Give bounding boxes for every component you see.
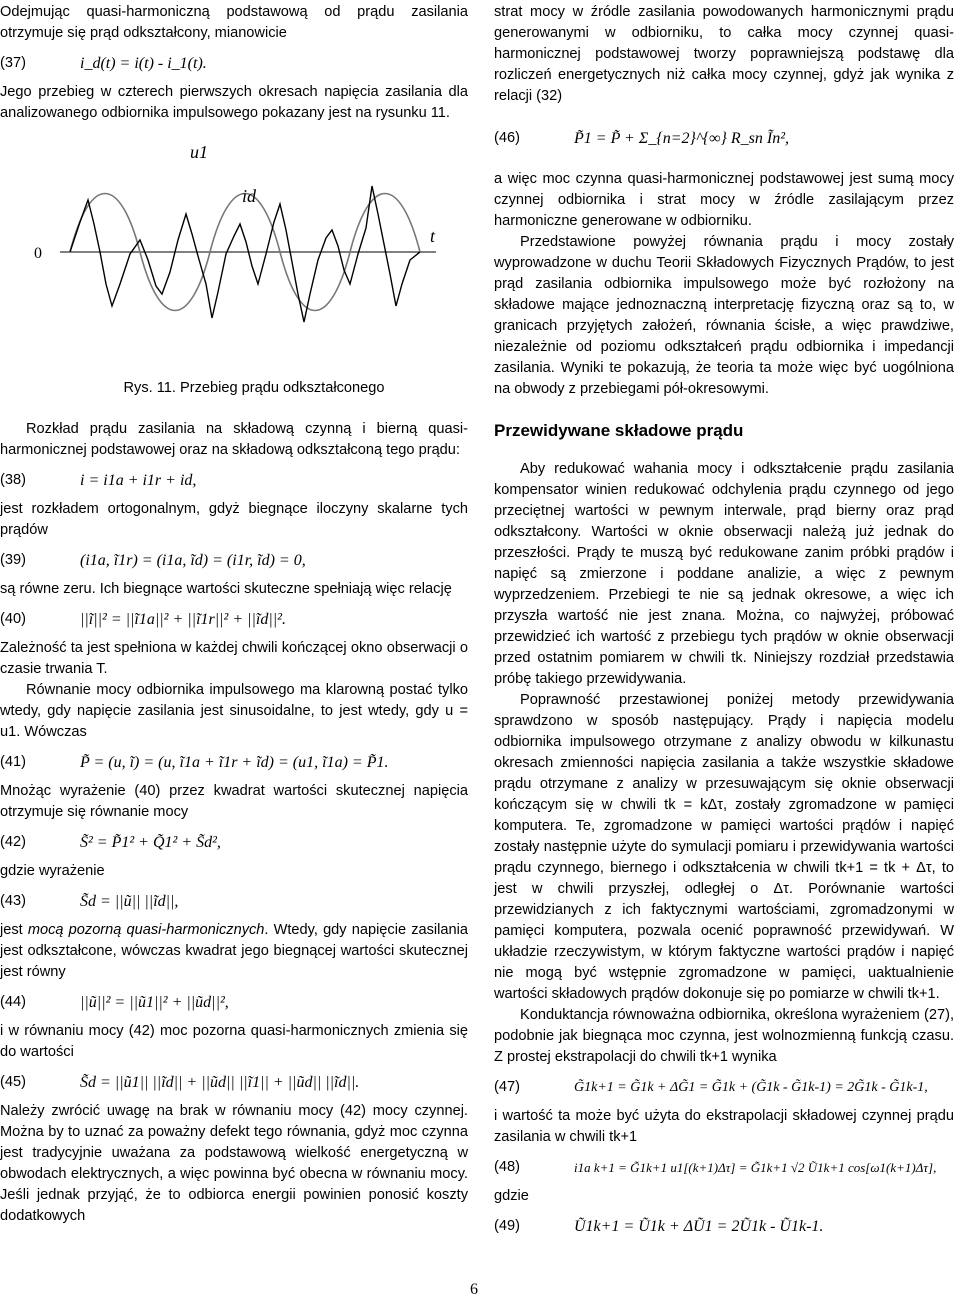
equation-49: (49) Ũ1k+1 = Ũ1k + ΔŨ1 = 2Ũ1k - Ũ1k-1.	[494, 1217, 824, 1235]
u1-label: u1	[190, 142, 208, 162]
paragraph: Równanie mocy odbiornika impulsowego ma klarowną postać tylko wtedy, gdy napięcie zasilania jest sinusoidalne, to jest wtedy, gdy u = u1. Wówczas	[0, 682, 468, 740]
paragraph: strat mocy w źródle zasilania powodowanych harmonicznymi prądu generowanymi w odbiorniku, to całka mocy czynnej quasi-harmonicznej podstawowej tworzy poprawniejszą podstawę dla rozliczeń energetycznych niż całka mocy czynnej, gdyż jak wynika z relacji (32)	[494, 4, 954, 104]
paragraph: i w równaniu mocy (42) moc pozorna quasi-harmonicznych zmienia się do wartości	[0, 1023, 468, 1060]
equation-48: (48) i1a k+1 = G̃1k+1 u1[(k+1)Δτ] = G̃1k+1 √2 Ũ1k+1 cos[ω1(k+1)Δτ],	[494, 1154, 954, 1180]
paragraph: Poprawność przestawionej poniżej metody przewidywania sprawdzono w sposób następujący. Prądy i napięcia modelu odbiornika impulsowego otrzymane z analizy obwodu w kilkunastu okresach zmienności napięcia zasilania a także wszystkie składowe prądu otrzymane z analizy w przesuwającym się oknie obserwacji kończącym się w chwili tk = kΔτ, zostały zgromadzone w pamięci komputera. Te, zgromadzone w pamięci wartości prądów i napięć zostały następnie użyte do symulacji pomiaru i przewidywania wartości prądu czynnego, biernego i odkształcenia w chwili tk+1 = tk + Δτ, to jest w chwili przyszłej, odległej o Δτ. Porównanie wartości przewidzianych z ich faktycznymi wartościami, zgromadzonymi w pamięci komputera, pozwala ocenić poprawność przewidywań. W układzie rzeczywistym, w którym faktyczne wartości prądów i napięć nie mogą być wstępnie zgromadzone w pamięci, uaktualnienie wartości składowych prądów dokonuje się po pomiarze w chwili tk+1.	[494, 692, 954, 1002]
equation-40: (40) ||ĩ||² = ||ĩ1a||² + ||ĩ1r||² + ||ĩd||².	[0, 610, 286, 628]
t-axis-label: t	[430, 226, 436, 246]
paragraph: Jego przebieg w czterech pierwszych okresach napięcia zasilania dla analizowanego odbiornika impulsowego pokazany jest na rysunku 11.	[0, 84, 468, 121]
equation-text: S̃d = ||ũ1|| ||ĩd|| + ||ũd|| ||ĩ1|| + ||ũd|| ||ĩd||.	[80, 1073, 360, 1091]
equation-42: (42) S̃² = P̃1² + Q̃1² + S̃d²,	[0, 833, 221, 851]
equation-38: (38) i = i1a + i1r + id,	[0, 471, 197, 489]
equation-text: G̃1k+1 = G̃1k + ΔG̃1 = G̃1k + (G̃1k - G̃1k-1) = 2G̃1k - G̃1k-1,	[574, 1079, 928, 1095]
figure-11	[0, 134, 468, 372]
equation-41: (41) P̃ = (u, ĩ) = (u, ĩ1a + ĩ1r + ĩd) = (u1, ĩ1a) = P̃1.	[0, 753, 389, 771]
equation-44: (44) ||ũ||² = ||ũ1||² + ||ũd||²,	[0, 993, 229, 1011]
equation-text: i_d(t) = i(t) - i_1(t).	[80, 54, 207, 72]
paragraph: Przedstawione powyżej równania prądu i mocy zostały wyprowadzone w duchu Teorii Składowych Fizycznych Prądów, to jest prąd zasilania odbiornika impulsowego może być rozłożony na składowe mające jednoznaczną interpretację fizyczną oraz są to, w granicach przyjętych założeń, równania ścisłe, a więc prawdziwe, niezależnie od poziomu odkształceń prądu odbiornika i impedancji zasilania. Wyniki te pokazują, że teoria ta może więc być uogólniona na obwody z przebiegami pół-okresowymi.	[494, 234, 954, 397]
equation-37: (37) i_d(t) = i(t) - i_1(t).	[0, 54, 207, 72]
left-column	[0, 0, 468, 1227]
section-heading: Przewidywane składowe prądu	[494, 421, 744, 440]
paragraph: Należy zwrócić uwagę na brak w równaniu mocy (42) mocy czynnej. Można by to uznać za poważny defekt tego równania, gdyż moc czynna jest tradycyjnie uważana za podstawową wielkość energetyczną w obwodach elektrycznych, a więc powinna być obecna w równaniu mocy. Jeśli jednak przyjąć, że to odbiorca energii powinien ponosić koszty dodatkowych	[0, 1103, 468, 1224]
equation-text: S̃² = P̃1² + Q̃1² + S̃d²,	[80, 833, 221, 851]
zero-label: 0	[34, 245, 42, 262]
equation-text: S̃d = ||ũ|| ||ĩd||,	[80, 892, 179, 910]
equation-text: i1a k+1 = G̃1k+1 u1[(k+1)Δτ] = G̃1k+1 √2 Ũ1k+1 cos[ω1(k+1)Δτ],	[574, 1159, 937, 1175]
waveform-plot	[0, 134, 468, 372]
id-label: id	[242, 186, 257, 206]
paragraph: Rozkład prądu zasilania na składową czynną i bierną quasi-harmonicznej podstawowej oraz na składową odkształconą tego prądu:	[0, 421, 468, 458]
paragraph: a więc moc czynna quasi-harmonicznej podstawowej jest sumą mocy czynnej odbiornika i strat mocy w źródle zasilającym przez harmoniczne generowane w odbiorniku.	[494, 171, 954, 229]
right-column	[494, 0, 954, 1245]
equation-43: (43) S̃d = ||ũ|| ||ĩd||,	[0, 892, 179, 910]
equation-text: i = i1a + i1r + id,	[80, 471, 197, 489]
equation-text: P̃1 = P̃ + Σ_{n=2}^{∞} R_sn Ĩn²,	[574, 129, 790, 147]
equation-text: Ũ1k+1 = Ũ1k + ΔŨ1 = 2Ũ1k - Ũ1k-1.	[574, 1217, 824, 1235]
equation-47: (47) G̃1k+1 = G̃1k + ΔG̃1 = G̃1k + (G̃1k - G̃1k-1) = 2G̃1k - G̃1k-1,	[494, 1074, 954, 1100]
equation-text: (i1a, ĩ1r) = (i1a, ĩd) = (i1r, ĩd) = 0,	[80, 551, 306, 569]
paragraph: Odejmując quasi-harmoniczną podstawową od prądu zasilania otrzymuje się prąd odkształcony, mianowicie	[0, 4, 468, 41]
paragraph: Konduktancja równoważna odbiornika, określona wyrażeniem (27), podobnie jak biegnąca moc czynna, jest wolnozmienną funkcją czasu. Z prostej ekstrapolacji do chwili tk+1 wynika	[494, 1007, 954, 1065]
emphasis: mocą pozorną quasi-harmonicznych	[27, 922, 265, 938]
equation-46: (46) P̃1 = P̃ + Σ_{n=2}^{∞} R_sn Ĩn²,	[494, 129, 790, 147]
paragraph: są równe zeru. Ich biegnące wartości skuteczne spełniają więc relację	[0, 581, 452, 597]
paragraph: gdzie	[494, 1188, 529, 1204]
equation-39: (39) (i1a, ĩ1r) = (i1a, ĩd) = (i1r, ĩd) = 0,	[0, 551, 306, 569]
page-number: 6	[470, 1281, 478, 1298]
equation-45: (45) S̃d = ||ũ1|| ||ĩd|| + ||ũd|| ||ĩ1|| + ||ũd|| ||ĩd||.	[0, 1073, 360, 1091]
figure-caption: Rys. 11. Przebieg prądu odkształconego	[123, 380, 385, 396]
equation-text: ||ũ||² = ||ũ1||² + ||ũd||²,	[80, 993, 229, 1011]
equation-text: P̃ = (u, ĩ) = (u, ĩ1a + ĩ1r + ĩd) = (u1, ĩ1a) = P̃1.	[80, 753, 389, 771]
paragraph: gdzie wyrażenie	[0, 863, 105, 879]
paragraph: jest mocą pozorną quasi-harmonicznych. Wtedy, gdy napięcie zasilania jest odkształcone, wówczas kwadrat jego biegnącej wartości skutecznej jest równy	[0, 922, 468, 980]
paragraph: jest rozkładem ortogonalnym, gdyż biegnące iloczyny skalarne tych prądów	[0, 501, 468, 538]
paragraph: Zależność ta jest spełniona w każdej chwili kończącej okno obserwacji o czasie trwania T.	[0, 640, 468, 677]
paragraph: Aby redukować wahania mocy i odkształcenie prądu zasilania kompensator winien redukować odchylenia prądu czynnego od jego przeciętnej wartości w pewnym interwale, prąd bierny oraz prąd odkształcony. Wartości w oknie obserwacji należą już jednak do przeszłości. Prądy te muszą być redukowane zanim próbki prądów i napięć są zmierzone i poddane analizie, a więc z pewnym wyprzedzeniem. Przebiegi te nie są jednak okresowe, a więc ich przyszła wartość nie jest znana. Można, co najwyżej, próbować przewidzieć ich wartość z przebiegu tych prądów w oknie obserwacji przed ostatnim pomiarem w chwili tk. Niniejszy rozdział przedstawia próbę takiego przewidywania.	[494, 461, 954, 687]
equation-text: ||ĩ||² = ||ĩ1a||² + ||ĩ1r||² + ||ĩd||².	[80, 610, 286, 628]
paragraph: i wartość ta może być użyta do ekstrapolacji składowej czynnej prądu zasilania w chwili tk+1	[494, 1108, 954, 1145]
paragraph: Mnożąc wyrażenie (40) przez kwadrat wartości skutecznej napięcia otrzymuje się równanie mocy	[0, 783, 468, 820]
